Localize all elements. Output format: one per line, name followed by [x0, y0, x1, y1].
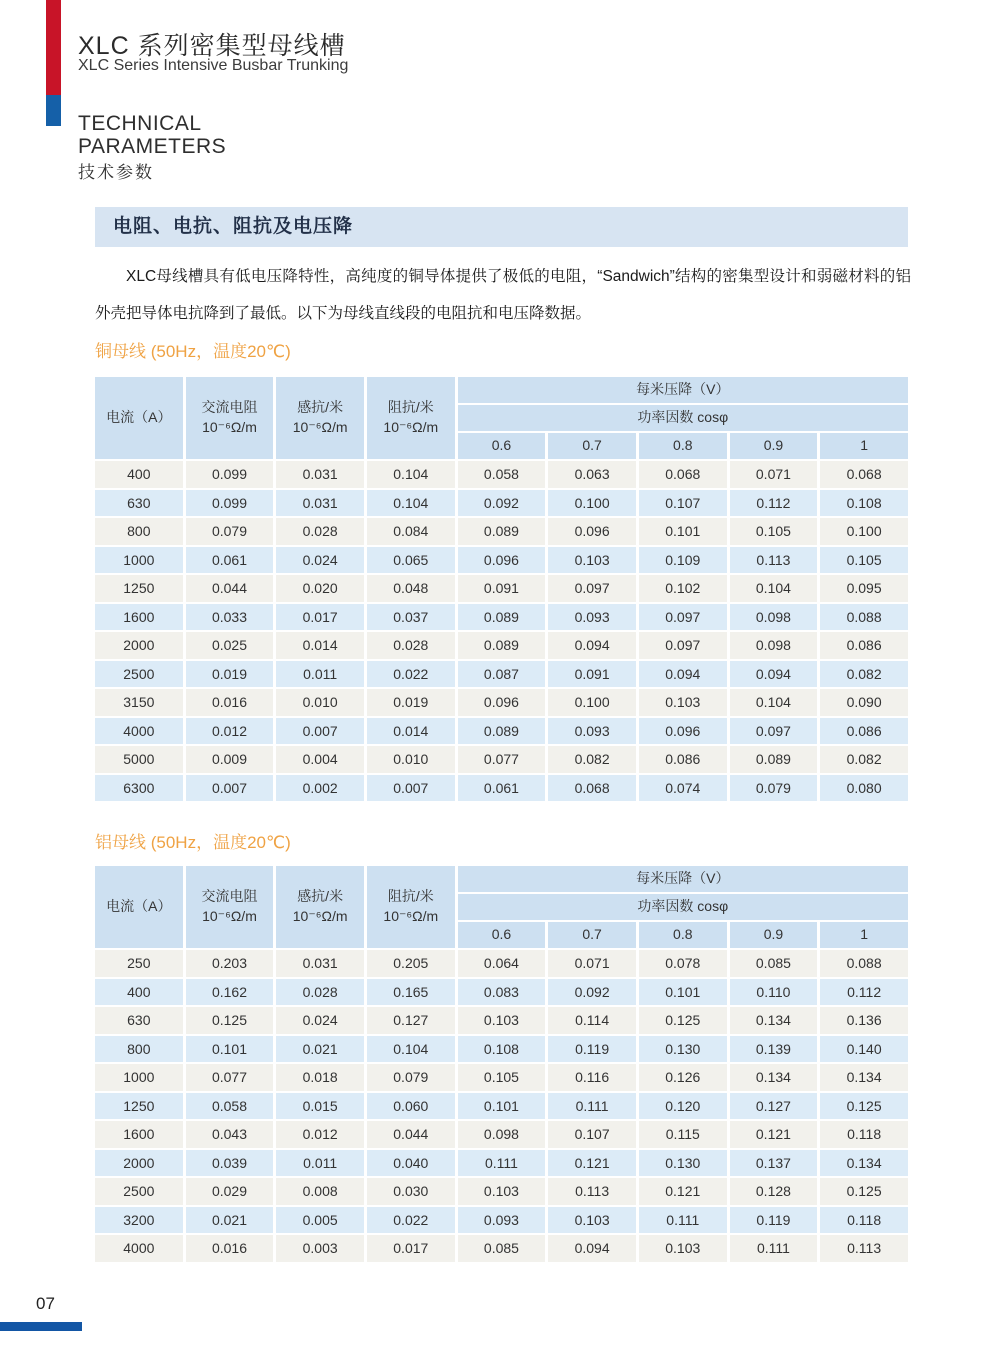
table-cell: 0.058: [458, 461, 546, 488]
table-row: [95, 1007, 908, 1034]
table-cell: 0.021: [276, 1036, 364, 1063]
table-cell: 800: [95, 518, 183, 545]
col-header-label: 交流电阻: [201, 399, 258, 416]
table-row: [95, 661, 908, 688]
table-cell: 0.031: [276, 950, 364, 977]
table-cell: 0.113: [820, 1235, 908, 1262]
table-cell: 0.112: [820, 979, 908, 1006]
table-row: [95, 490, 908, 517]
section-heading-zh: 技术参数: [78, 163, 154, 182]
table-cell: 0.015: [276, 1093, 364, 1120]
table-cell: 0.137: [730, 1150, 818, 1177]
table-cell: 0.033: [186, 604, 274, 631]
table-cell: 0.058: [186, 1093, 274, 1120]
copper-table-caption: 铜母线 (50Hz，温度20℃): [95, 342, 291, 361]
table-cell: 0.107: [548, 1121, 636, 1148]
table-cell: 0.017: [367, 1235, 455, 1262]
table-cell: 0.103: [458, 1178, 546, 1205]
table-cell: 0.024: [276, 547, 364, 574]
table-cell: 0.121: [639, 1178, 727, 1205]
aluminum-table-container: [92, 864, 911, 1264]
table-cell: 0.119: [548, 1036, 636, 1063]
table-cell: 0.031: [276, 461, 364, 488]
table-cell: 0.100: [548, 689, 636, 716]
table-cell: 0.101: [639, 518, 727, 545]
table-cell: 0.115: [639, 1121, 727, 1148]
table-row: [95, 1064, 908, 1091]
table-cell: 0.089: [458, 518, 546, 545]
table-cell: 0.094: [730, 661, 818, 688]
table-cell: 0.071: [730, 461, 818, 488]
table-cell: 1600: [95, 604, 183, 631]
table-cell: 0.162: [186, 979, 274, 1006]
table-cell: 0.043: [186, 1121, 274, 1148]
table-cell: 0.020: [276, 575, 364, 602]
table-cell: 0.003: [276, 1235, 364, 1262]
aluminum-table-caption: 铝母线 (50Hz，温度20℃): [95, 833, 291, 852]
aluminum-table-head: [95, 866, 908, 948]
table-cell: 800: [95, 1036, 183, 1063]
col-header-unit: 10⁻⁶Ω/m: [383, 908, 439, 924]
copper-table-container: [92, 375, 911, 803]
table-cell: 0.118: [820, 1121, 908, 1148]
table-cell: 0.007: [186, 775, 274, 802]
col-header-label: 阻抗/米: [387, 399, 434, 416]
table-cell: 0.096: [458, 689, 546, 716]
table-cell: 0.064: [458, 950, 546, 977]
table-row: [95, 1178, 908, 1205]
table-row: [95, 575, 908, 602]
table-cell: 0.014: [367, 718, 455, 745]
table-cell: 0.104: [730, 575, 818, 602]
table-cell: 0.068: [820, 461, 908, 488]
table-cell: 0.094: [639, 661, 727, 688]
table-cell: 0.044: [367, 1121, 455, 1148]
table-cell: 0.205: [367, 950, 455, 977]
table-cell: 4000: [95, 718, 183, 745]
table-cell: 0.089: [730, 746, 818, 773]
table-cell: 0.079: [730, 775, 818, 802]
table-cell: 0.061: [186, 547, 274, 574]
table-row: [95, 1207, 908, 1234]
table-cell: 1000: [95, 547, 183, 574]
table-row: [95, 689, 908, 716]
col-header-inductive-reactance: [276, 377, 364, 459]
table-cell: 0.068: [548, 775, 636, 802]
table-cell: 0.037: [367, 604, 455, 631]
table-cell: 0.125: [186, 1007, 274, 1034]
table-cell: 0.068: [639, 461, 727, 488]
table-cell: 0.134: [730, 1064, 818, 1091]
table-cell: 0.103: [458, 1007, 546, 1034]
table-cell: 0.126: [639, 1064, 727, 1091]
table-cell: 0.002: [276, 775, 364, 802]
table-cell: 0.082: [548, 746, 636, 773]
table-cell: 0.011: [276, 661, 364, 688]
table-cell: 0.030: [367, 1178, 455, 1205]
table-cell: 0.203: [186, 950, 274, 977]
table-cell: 0.119: [730, 1207, 818, 1234]
series-title-zh: XLC 系列密集型母线槽: [78, 32, 346, 60]
table-cell: 0.012: [276, 1121, 364, 1148]
table-cell: 0.101: [186, 1036, 274, 1063]
table-cell: 0.016: [186, 1235, 274, 1262]
table-cell: 0.089: [458, 604, 546, 631]
table-cell: 6300: [95, 775, 183, 802]
col-header-impedance: [367, 866, 455, 948]
table-cell: 0.130: [639, 1150, 727, 1177]
table-cell: 0.084: [367, 518, 455, 545]
table-cell: 0.090: [820, 689, 908, 716]
table-cell: 0.100: [548, 490, 636, 517]
table-cell: 0.103: [548, 547, 636, 574]
table-cell: 0.025: [186, 632, 274, 659]
table-cell: 0.011: [276, 1150, 364, 1177]
col-header-current: 电流（A）: [95, 866, 183, 948]
table-cell: 0.108: [458, 1036, 546, 1063]
table-cell: 0.111: [639, 1207, 727, 1234]
table-cell: 0.079: [186, 518, 274, 545]
table-cell: 0.019: [186, 661, 274, 688]
table-row: [95, 604, 908, 631]
table-cell: 0.134: [820, 1064, 908, 1091]
table-cell: 0.099: [186, 490, 274, 517]
table-cell: 1600: [95, 1121, 183, 1148]
table-cell: 2500: [95, 1178, 183, 1205]
table-cell: 1250: [95, 575, 183, 602]
footer-accent-bar: [0, 1322, 82, 1331]
col-header-label: 交流电阻: [201, 888, 258, 905]
section-heading: [78, 112, 226, 184]
table-cell: 0.028: [276, 979, 364, 1006]
col-header-pf-06: 0.6: [458, 922, 546, 948]
table-row: [95, 775, 908, 802]
col-header-unit: 10⁻⁶Ω/m: [202, 419, 257, 435]
col-header-label: 感抗/米: [297, 399, 344, 416]
table-cell: 0.093: [548, 718, 636, 745]
copper-busbar-table: [92, 375, 911, 803]
col-header-pf-1: 1: [820, 922, 908, 948]
table-cell: 0.077: [458, 746, 546, 773]
table-row: [95, 547, 908, 574]
table-row: [95, 1235, 908, 1262]
table-cell: 0.093: [458, 1207, 546, 1234]
table-cell: 0.031: [276, 490, 364, 517]
copper-table-body: [95, 461, 908, 801]
table-cell: 3150: [95, 689, 183, 716]
table-cell: 0.120: [639, 1093, 727, 1120]
table-cell: 0.022: [367, 661, 455, 688]
table-cell: 0.118: [820, 1207, 908, 1234]
table-cell: 0.089: [458, 632, 546, 659]
table-cell: 0.101: [639, 979, 727, 1006]
table-cell: 0.134: [730, 1007, 818, 1034]
table-row: [95, 461, 908, 488]
table-cell: 0.121: [548, 1150, 636, 1177]
table-cell: 0.028: [276, 518, 364, 545]
table-cell: 0.080: [820, 775, 908, 802]
table-cell: 0.097: [548, 575, 636, 602]
table-cell: 0.065: [367, 547, 455, 574]
table-cell: 0.016: [186, 689, 274, 716]
col-header-current: 电流（A）: [95, 377, 183, 459]
col-header-pf-08: 0.8: [639, 433, 727, 459]
col-header-pf-06: 0.6: [458, 433, 546, 459]
table-cell: 0.098: [730, 604, 818, 631]
table-cell: 0.112: [730, 490, 818, 517]
table-cell: 0.116: [548, 1064, 636, 1091]
table-cell: 0.103: [639, 689, 727, 716]
table-cell: 0.125: [639, 1007, 727, 1034]
table-cell: 0.100: [820, 518, 908, 545]
table-cell: 0.060: [367, 1093, 455, 1120]
table-cell: 0.101: [458, 1093, 546, 1120]
table-cell: 0.111: [730, 1235, 818, 1262]
table-cell: 0.114: [548, 1007, 636, 1034]
table-cell: 0.098: [458, 1121, 546, 1148]
table-cell: 0.012: [186, 718, 274, 745]
table-cell: 0.134: [820, 1150, 908, 1177]
table-cell: 0.022: [367, 1207, 455, 1234]
table-cell: 0.086: [639, 746, 727, 773]
table-cell: 0.104: [730, 689, 818, 716]
table-cell: 0.165: [367, 979, 455, 1006]
table-cell: 2500: [95, 661, 183, 688]
table-cell: 0.009: [186, 746, 274, 773]
table-cell: 0.007: [367, 775, 455, 802]
col-header-inductive-reactance: [276, 866, 364, 948]
table-cell: 1000: [95, 1064, 183, 1091]
table-cell: 0.121: [730, 1121, 818, 1148]
table-cell: 0.113: [730, 547, 818, 574]
topic-banner: 电阻、电抗、阻抗及电压降: [95, 207, 908, 247]
table-cell: 0.048: [367, 575, 455, 602]
table-row: [95, 1150, 908, 1177]
table-cell: 0.097: [639, 632, 727, 659]
table-row: [95, 979, 908, 1006]
table-cell: 0.094: [548, 1235, 636, 1262]
table-cell: 0.128: [730, 1178, 818, 1205]
table-cell: 0.130: [639, 1036, 727, 1063]
col-group-power-factor: 功率因数 cosφ: [458, 894, 908, 920]
table-cell: 0.113: [548, 1178, 636, 1205]
table-cell: 0.061: [458, 775, 546, 802]
col-header-ac-resistance: [186, 377, 274, 459]
red-accent-bar: [46, 0, 61, 95]
table-cell: 0.091: [548, 661, 636, 688]
table-cell: 0.107: [639, 490, 727, 517]
col-group-voltage-drop: 每米压降（V）: [458, 377, 908, 403]
table-cell: 0.089: [458, 718, 546, 745]
col-header-unit: 10⁻⁶Ω/m: [292, 908, 348, 924]
col-header-pf-07: 0.7: [548, 433, 636, 459]
table-cell: 0.110: [730, 979, 818, 1006]
table-cell: 0.007: [276, 718, 364, 745]
table-cell: 0.111: [548, 1093, 636, 1120]
col-group-voltage-drop: 每米压降（V）: [458, 866, 908, 892]
table-cell: 0.082: [820, 746, 908, 773]
table-cell: 0.085: [730, 950, 818, 977]
table-cell: 0.008: [276, 1178, 364, 1205]
col-header-unit: 10⁻⁶Ω/m: [383, 419, 439, 435]
table-cell: 0.087: [458, 661, 546, 688]
col-header-unit: 10⁻⁶Ω/m: [202, 908, 257, 924]
table-cell: 0.096: [639, 718, 727, 745]
table-cell: 0.097: [730, 718, 818, 745]
table-cell: 0.140: [820, 1036, 908, 1063]
col-header-pf-07: 0.7: [548, 922, 636, 948]
table-cell: 0.071: [548, 950, 636, 977]
table-cell: 0.024: [276, 1007, 364, 1034]
table-cell: 0.077: [186, 1064, 274, 1091]
table-cell: 0.111: [458, 1150, 546, 1177]
table-cell: 0.109: [639, 547, 727, 574]
aluminum-table-body: [95, 950, 908, 1262]
table-cell: 0.104: [367, 490, 455, 517]
table-cell: 0.088: [820, 604, 908, 631]
table-cell: 0.039: [186, 1150, 274, 1177]
table-cell: 0.092: [458, 490, 546, 517]
table-cell: 2000: [95, 632, 183, 659]
table-cell: 0.098: [730, 632, 818, 659]
table-cell: 0.096: [548, 518, 636, 545]
table-cell: 0.103: [639, 1235, 727, 1262]
col-header-pf-1: 1: [820, 433, 908, 459]
table-cell: 0.005: [276, 1207, 364, 1234]
table-cell: 3200: [95, 1207, 183, 1234]
table-cell: 0.103: [548, 1207, 636, 1234]
table-cell: 630: [95, 490, 183, 517]
table-cell: 0.095: [820, 575, 908, 602]
table-cell: 0.105: [820, 547, 908, 574]
table-row: [95, 1121, 908, 1148]
table-row: [95, 632, 908, 659]
table-cell: 0.088: [820, 950, 908, 977]
table-cell: 0.010: [276, 689, 364, 716]
table-cell: 0.021: [186, 1207, 274, 1234]
intro-paragraph: XLC母线槽具有低电压降特性，高纯度的铜导体提供了极低的电阻，“Sandwich”结构的密集型设计和弱磁材料的铝外壳把导体电抗降到了最低。以下为母线直线段的电阻抗和电压降数据。: [95, 268, 911, 322]
table-cell: 0.086: [820, 632, 908, 659]
table-cell: 0.099: [186, 461, 274, 488]
table-cell: 0.040: [367, 1150, 455, 1177]
table-cell: 0.085: [458, 1235, 546, 1262]
table-cell: 0.108: [820, 490, 908, 517]
section-heading-line1: TECHNICAL: [78, 112, 202, 135]
table-cell: 0.136: [820, 1007, 908, 1034]
table-cell: 0.063: [548, 461, 636, 488]
page-number: 07: [36, 1294, 55, 1313]
table-cell: 2000: [95, 1150, 183, 1177]
table-cell: 0.102: [639, 575, 727, 602]
aluminum-busbar-table: [92, 864, 911, 1264]
table-cell: 0.082: [820, 661, 908, 688]
table-cell: 0.125: [820, 1178, 908, 1205]
table-row: [95, 1093, 908, 1120]
table-cell: 0.105: [458, 1064, 546, 1091]
table-cell: 0.127: [730, 1093, 818, 1120]
table-row: [95, 746, 908, 773]
col-header-label: 感抗/米: [297, 888, 344, 905]
col-header-impedance: [367, 377, 455, 459]
table-cell: 0.104: [367, 461, 455, 488]
table-cell: 0.105: [730, 518, 818, 545]
table-cell: 0.019: [367, 689, 455, 716]
table-cell: 630: [95, 1007, 183, 1034]
table-cell: 0.074: [639, 775, 727, 802]
table-row: [95, 950, 908, 977]
table-cell: 0.029: [186, 1178, 274, 1205]
table-cell: 5000: [95, 746, 183, 773]
col-header-pf-08: 0.8: [639, 922, 727, 948]
table-cell: 0.079: [367, 1064, 455, 1091]
table-cell: 0.014: [276, 632, 364, 659]
col-header-ac-resistance: [186, 866, 274, 948]
col-header-label: 阻抗/米: [387, 888, 434, 905]
table-cell: 1250: [95, 1093, 183, 1120]
table-cell: 400: [95, 461, 183, 488]
table-cell: 0.017: [276, 604, 364, 631]
table-row: [95, 718, 908, 745]
series-title-en: XLC Series Intensive Busbar Trunking: [78, 57, 349, 74]
table-cell: 0.093: [548, 604, 636, 631]
table-cell: 400: [95, 979, 183, 1006]
col-group-power-factor: 功率因数 cosφ: [458, 405, 908, 431]
table-cell: 0.010: [367, 746, 455, 773]
table-row: [95, 518, 908, 545]
col-header-unit: 10⁻⁶Ω/m: [292, 419, 348, 435]
table-cell: 0.125: [820, 1093, 908, 1120]
table-cell: 0.094: [548, 632, 636, 659]
blue-accent-bar: [46, 95, 61, 126]
copper-table-head: [95, 377, 908, 459]
table-cell: 0.104: [367, 1036, 455, 1063]
col-header-pf-09: 0.9: [730, 433, 818, 459]
table-cell: 4000: [95, 1235, 183, 1262]
table-cell: 0.044: [186, 575, 274, 602]
table-cell: 0.139: [730, 1036, 818, 1063]
table-cell: 0.092: [548, 979, 636, 1006]
table-row: [95, 1036, 908, 1063]
table-cell: 0.083: [458, 979, 546, 1006]
table-cell: 0.028: [367, 632, 455, 659]
table-cell: 0.127: [367, 1007, 455, 1034]
table-cell: 0.004: [276, 746, 364, 773]
table-cell: 0.091: [458, 575, 546, 602]
table-cell: 0.096: [458, 547, 546, 574]
col-header-pf-09: 0.9: [730, 922, 818, 948]
table-cell: 0.018: [276, 1064, 364, 1091]
table-cell: 0.078: [639, 950, 727, 977]
table-cell: 0.097: [639, 604, 727, 631]
section-heading-line2: PARAMETERS: [78, 135, 227, 158]
table-cell: 250: [95, 950, 183, 977]
table-cell: 0.086: [820, 718, 908, 745]
